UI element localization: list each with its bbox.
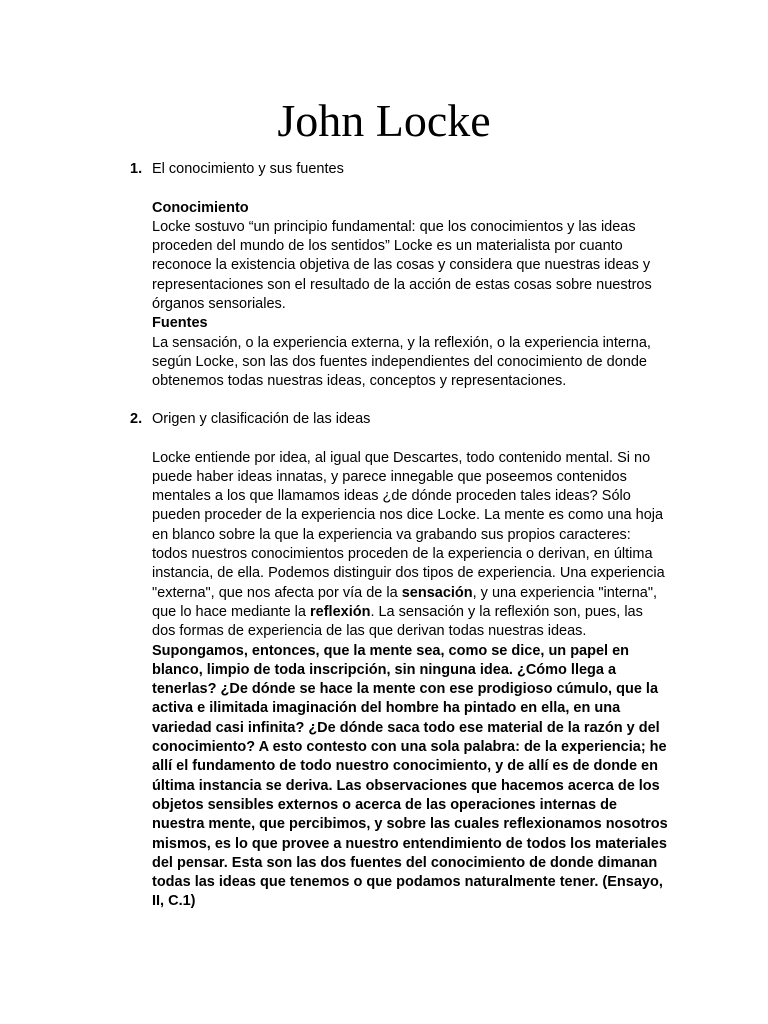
- subheading-fuentes: Fuentes: [152, 315, 208, 332]
- subheading-conocimiento: Conocimiento: [152, 199, 249, 216]
- page-title: John Locke: [277, 95, 491, 146]
- section-heading: Origen y clasificación de las ideas: [152, 411, 371, 427]
- section-number: 2.: [130, 411, 143, 427]
- paragraph-text: . La sensación y la reflexión son, pues, las dos formas de experiencia de las que derivan todas nuestras ideas.: [152, 603, 643, 640]
- paragraph-fuentes: La sensación, o la experiencia externa, y la reflexión, o la experiencia interna, según Locke, son las dos fuentes independientes del conocimiento de donde obtenemos todas nuestras ideas, conceptos y representaciones.: [152, 334, 651, 390]
- paragraph-text: Locke entiende por idea, al igual que Descartes, todo contenido mental. Si no puede haber ideas innatas, y parece innegable que poseemos contenidos mentales a los que llamamos ideas ¿de dónde proceden tales ideas? Sólo pueden proceder de la experiencia nos dice Locke. La mente es como una hoja en blanco sobre la que la experiencia va grabando sus propios caracteres: todos nuestros conocimientos proceden de la experiencia o derivan, en última instancia, de ella. Podemos distinguir dos tipos de experiencia. Una experiencia "externa", que nos afecta por vía de la: [152, 449, 665, 601]
- section-heading: El conocimiento y sus fuentes: [152, 161, 344, 177]
- bold-term-reflexion: reflexión: [310, 603, 371, 620]
- paragraph-text: , y una experiencia "interna", que lo hace mediante la: [152, 584, 658, 620]
- bold-term-sensacion: sensación: [401, 584, 473, 601]
- quote-ensayo: Supongamos, entonces, que la mente sea, como se dice, un papel en blanco, limpio de toda inscripción, sin ninguna idea. ¿Cómo llega a tenerlas? ¿De dónde se hace la mente con ese prodigioso cúmulo, que la activa e ilimitada imaginación del hombre ha pintado en ella, en una variedad casi infinita? ¿De dónde saca todo ese material de la razón y del conocimiento? A esto contesto con una sola palabra: de la experiencia; he allí el fundamento de todo nuestro conocimiento, y de allí es de donde en última instancia se deriva. Las observaciones que hacemos acerca de los objetos sensibles externos o acerca de las operaciones internas de nuestra mente, que percibimos, y sobre las cuales reflexionamos nosotros mismos, es lo que provee a nuestro entendimiento de todos los materiales del pensar. Esta son las dos fuentes del conocimiento de donde dimanan todas las ideas que tenemos o que podamos naturalmente tener. (Ensayo, II, C.1): [152, 642, 668, 910]
- paragraph-ideas: [152, 449, 670, 642]
- spacer: [152, 429, 670, 448]
- section-body: [152, 160, 670, 392]
- spacer: [152, 179, 670, 198]
- section-body: [152, 410, 670, 912]
- section-number: 1.: [130, 161, 143, 177]
- paragraph-conocimiento: Locke sostuvo “un principio fundamental: que los conocimientos y las ideas proceden del mundo de los sentidos” Locke es un materialista por cuanto reconoce la existencia objetiva de las cosas y considera que nuestras ideas y representaciones son el resultado de la acción de estas cosas sobre nuestros órganos sensoriales.: [152, 218, 652, 313]
